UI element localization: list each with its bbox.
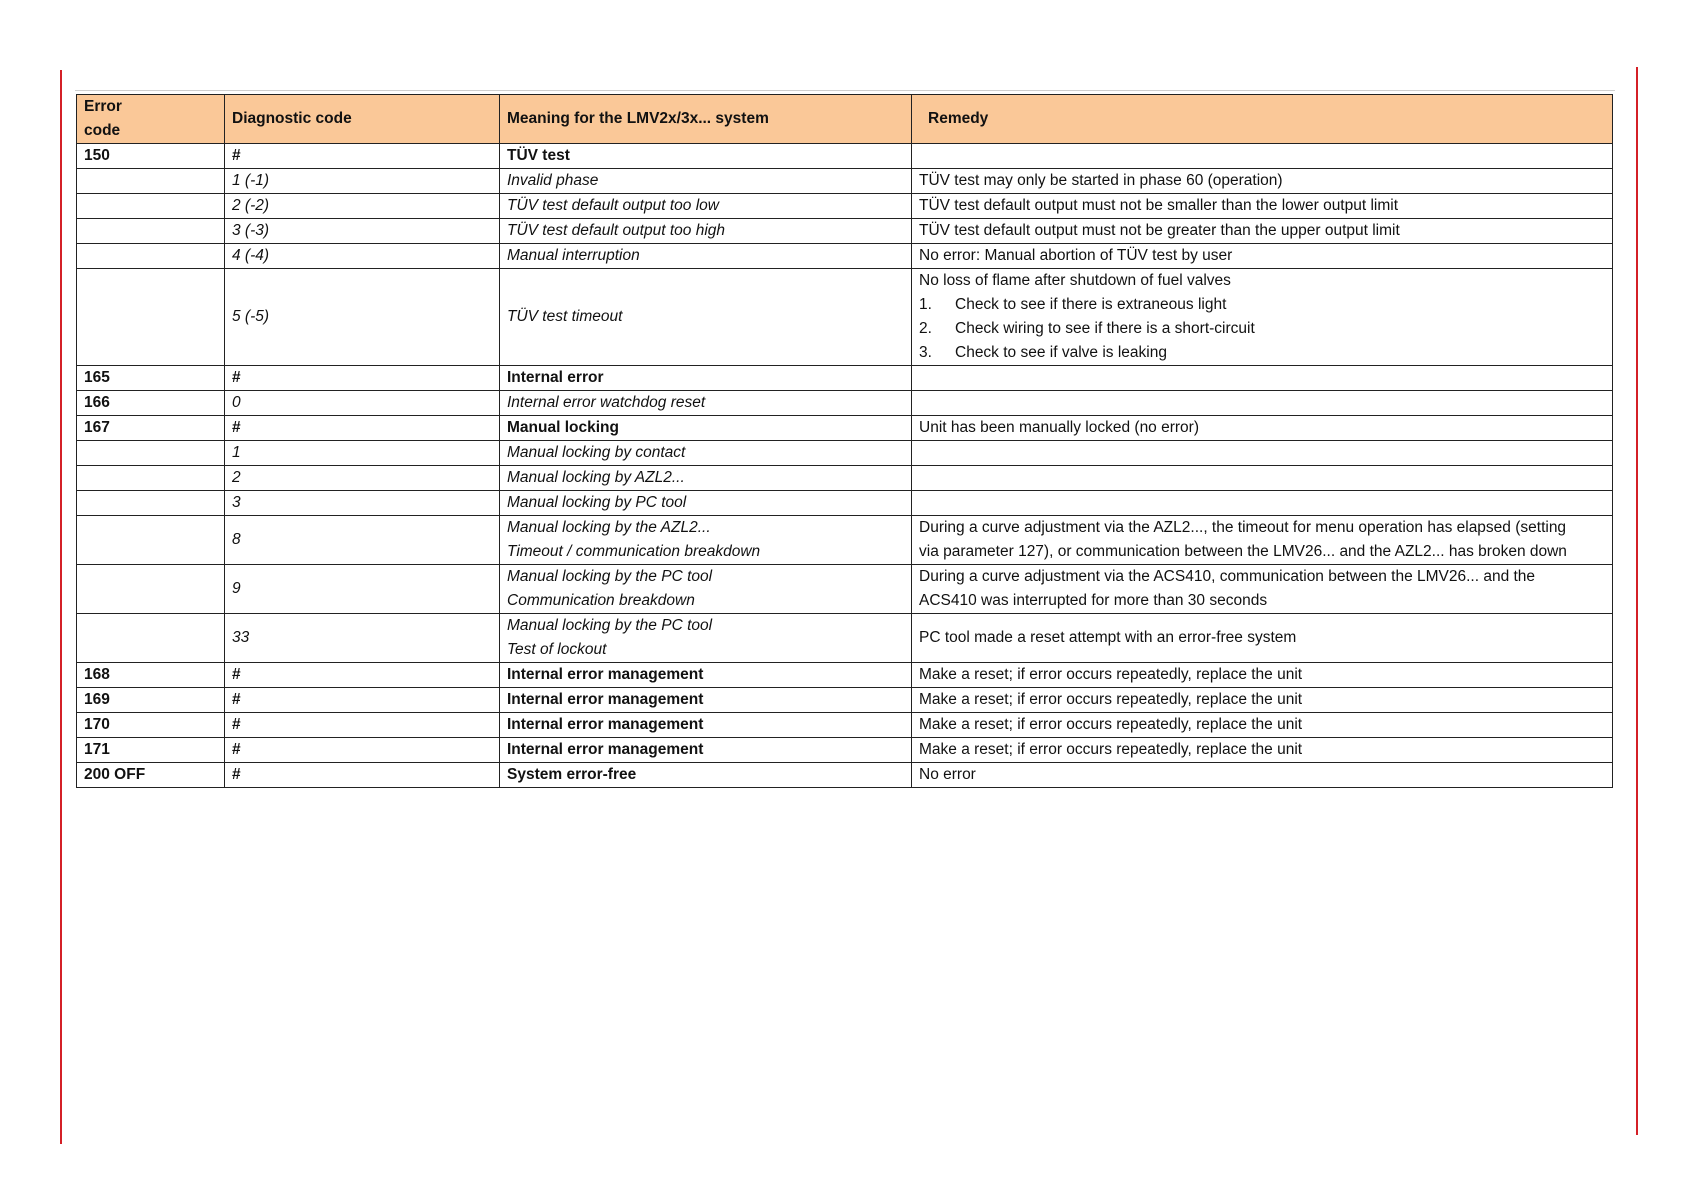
error-code-cell	[77, 219, 225, 244]
error-code-cell	[77, 244, 225, 269]
remedy-cell	[912, 466, 1613, 491]
table-body	[77, 144, 1613, 788]
meaning-cell: Internal error management	[500, 738, 912, 763]
error-code-cell	[77, 491, 225, 516]
remedy-line: ACS410 was interrupted for more than 30 seconds	[919, 592, 1268, 609]
remedy-list-item	[919, 317, 1605, 341]
table-row	[77, 763, 1613, 788]
meaning-line: Timeout / communication breakdown	[507, 543, 761, 560]
remedy-cell	[912, 144, 1613, 169]
meaning-cell: Invalid phase	[500, 169, 912, 194]
remedy-list-number: 1.	[919, 296, 932, 313]
error-code-cell	[77, 169, 225, 194]
meaning-cell: System error-free	[500, 763, 912, 788]
header-row	[77, 95, 1613, 144]
remedy-cell	[912, 441, 1613, 466]
header-error-code	[77, 95, 225, 144]
header-diagnostic-code: Diagnostic code	[225, 95, 500, 144]
table-row	[77, 169, 1613, 194]
remedy-cell	[912, 366, 1613, 391]
diagnostic-code-cell: #	[225, 144, 500, 169]
diagnostic-code-cell: 2 (-2)	[225, 194, 500, 219]
error-code-cell	[77, 441, 225, 466]
table-row	[77, 466, 1613, 491]
remedy-line: During a curve adjustment via the AZL2..., the timeout for menu operation has elapsed (setting	[919, 519, 1567, 536]
diagnostic-code-cell: #	[225, 663, 500, 688]
meaning-line: Communication breakdown	[507, 592, 695, 609]
header-remedy: Remedy	[912, 95, 1613, 144]
table-row	[77, 219, 1613, 244]
table-row	[77, 713, 1613, 738]
remedy-cell: No error	[912, 763, 1613, 788]
remedy-cell: PC tool made a reset attempt with an error-free system	[912, 614, 1613, 663]
diagnostic-code-cell: #	[225, 688, 500, 713]
remedy-cell	[912, 391, 1613, 416]
table-row	[77, 565, 1613, 614]
table-row	[77, 144, 1613, 169]
meaning-cell: Internal error management	[500, 663, 912, 688]
remedy-cell: TÜV test default output must not be smaller than the lower output limit	[912, 194, 1613, 219]
diagnostic-code-cell: #	[225, 416, 500, 441]
right-margin-line	[1636, 67, 1638, 1135]
meaning-cell: TÜV test	[500, 144, 912, 169]
diagnostic-code-cell: #	[225, 763, 500, 788]
remedy-intro: No loss of flame after shutdown of fuel valves	[919, 272, 1231, 289]
diagnostic-code-cell: 33	[225, 614, 500, 663]
top-rule	[75, 90, 1615, 91]
remedy-list-item	[919, 293, 1605, 317]
error-code-cell: 171	[77, 738, 225, 763]
error-code-cell	[77, 466, 225, 491]
diagnostic-code-cell: 8	[225, 516, 500, 565]
diagnostic-code-cell: 9	[225, 565, 500, 614]
meaning-line: Manual locking by the PC tool	[507, 617, 713, 634]
diagnostic-code-cell: #	[225, 713, 500, 738]
diagnostic-code-cell: 3 (-3)	[225, 219, 500, 244]
error-code-cell: 150	[77, 144, 225, 169]
meaning-cell	[500, 516, 912, 565]
error-code-table	[76, 94, 1613, 788]
remedy-cell	[912, 491, 1613, 516]
meaning-cell: Internal error	[500, 366, 912, 391]
meaning-cell: Manual locking	[500, 416, 912, 441]
diagnostic-code-cell: 2	[225, 466, 500, 491]
table-header	[77, 95, 1613, 144]
meaning-line: Manual locking by the AZL2...	[507, 519, 711, 536]
error-code-cell: 165	[77, 366, 225, 391]
table-row	[77, 663, 1613, 688]
header-meaning: Meaning for the LMV2x/3x... system	[500, 95, 912, 144]
diagnostic-code-cell: #	[225, 366, 500, 391]
diagnostic-code-cell: 1	[225, 441, 500, 466]
table-row	[77, 416, 1613, 441]
error-code-cell	[77, 614, 225, 663]
meaning-cell: Internal error watchdog reset	[500, 391, 912, 416]
meaning-cell: TÜV test timeout	[500, 269, 912, 366]
remedy-list-item	[919, 341, 1605, 365]
diagnostic-code-cell: 3	[225, 491, 500, 516]
meaning-cell: Internal error management	[500, 713, 912, 738]
remedy-cell: Make a reset; if error occurs repeatedly, replace the unit	[912, 663, 1613, 688]
remedy-cell: Make a reset; if error occurs repeatedly, replace the unit	[912, 713, 1613, 738]
remedy-list-number: 2.	[919, 320, 932, 337]
remedy-list	[919, 293, 1605, 365]
error-code-cell	[77, 516, 225, 565]
error-code-cell	[77, 565, 225, 614]
header-error-code-line1: Error	[84, 98, 122, 115]
remedy-cell: No error: Manual abortion of TÜV test by user	[912, 244, 1613, 269]
meaning-cell	[500, 565, 912, 614]
diagnostic-code-cell: #	[225, 738, 500, 763]
remedy-cell	[912, 269, 1613, 366]
remedy-list-text: Check to see if valve is leaking	[955, 344, 1167, 361]
diagnostic-code-cell: 0	[225, 391, 500, 416]
table-row	[77, 738, 1613, 763]
remedy-cell: TÜV test may only be started in phase 60 (operation)	[912, 169, 1613, 194]
meaning-cell: Manual locking by contact	[500, 441, 912, 466]
error-code-cell: 169	[77, 688, 225, 713]
meaning-cell: TÜV test default output too low	[500, 194, 912, 219]
diagnostic-code-cell: 4 (-4)	[225, 244, 500, 269]
error-code-cell: 167	[77, 416, 225, 441]
meaning-cell: Manual locking by AZL2...	[500, 466, 912, 491]
table-row	[77, 441, 1613, 466]
error-code-cell	[77, 194, 225, 219]
error-code-cell: 168	[77, 663, 225, 688]
meaning-cell: TÜV test default output too high	[500, 219, 912, 244]
remedy-cell: TÜV test default output must not be greater than the upper output limit	[912, 219, 1613, 244]
meaning-cell: Manual interruption	[500, 244, 912, 269]
remedy-list-text: Check wiring to see if there is a short-circuit	[955, 320, 1255, 337]
diagnostic-code-cell: 5 (-5)	[225, 269, 500, 366]
meaning-cell: Internal error management	[500, 688, 912, 713]
error-code-cell: 200 OFF	[77, 763, 225, 788]
remedy-cell: Unit has been manually locked (no error)	[912, 416, 1613, 441]
remedy-line: During a curve adjustment via the ACS410, communication between the LMV26... and the	[919, 568, 1536, 585]
remedy-cell: Make a reset; if error occurs repeatedly, replace the unit	[912, 738, 1613, 763]
meaning-cell: Manual locking by PC tool	[500, 491, 912, 516]
table-row	[77, 491, 1613, 516]
table-row	[77, 391, 1613, 416]
remedy-cell: Make a reset; if error occurs repeatedly, replace the unit	[912, 688, 1613, 713]
remedy-line: via parameter 127), or communication between the LMV26... and the AZL2... has broken down	[919, 543, 1567, 560]
table-row	[77, 269, 1613, 366]
table-row	[77, 688, 1613, 713]
error-code-cell: 170	[77, 713, 225, 738]
remedy-list-text: Check to see if there is extraneous light	[955, 296, 1227, 313]
error-code-cell: 166	[77, 391, 225, 416]
table-row	[77, 366, 1613, 391]
remedy-list-number: 3.	[919, 344, 932, 361]
table-row	[77, 614, 1613, 663]
header-error-code-line2: code	[84, 122, 121, 139]
left-margin-line	[60, 70, 62, 1144]
meaning-line: Manual locking by the PC tool	[507, 568, 713, 585]
error-code-cell	[77, 269, 225, 366]
remedy-cell	[912, 516, 1613, 565]
meaning-line: Test of lockout	[507, 641, 607, 658]
diagnostic-code-cell: 1 (-1)	[225, 169, 500, 194]
table-row	[77, 244, 1613, 269]
table-row	[77, 194, 1613, 219]
meaning-cell	[500, 614, 912, 663]
table-row	[77, 516, 1613, 565]
remedy-cell	[912, 565, 1613, 614]
